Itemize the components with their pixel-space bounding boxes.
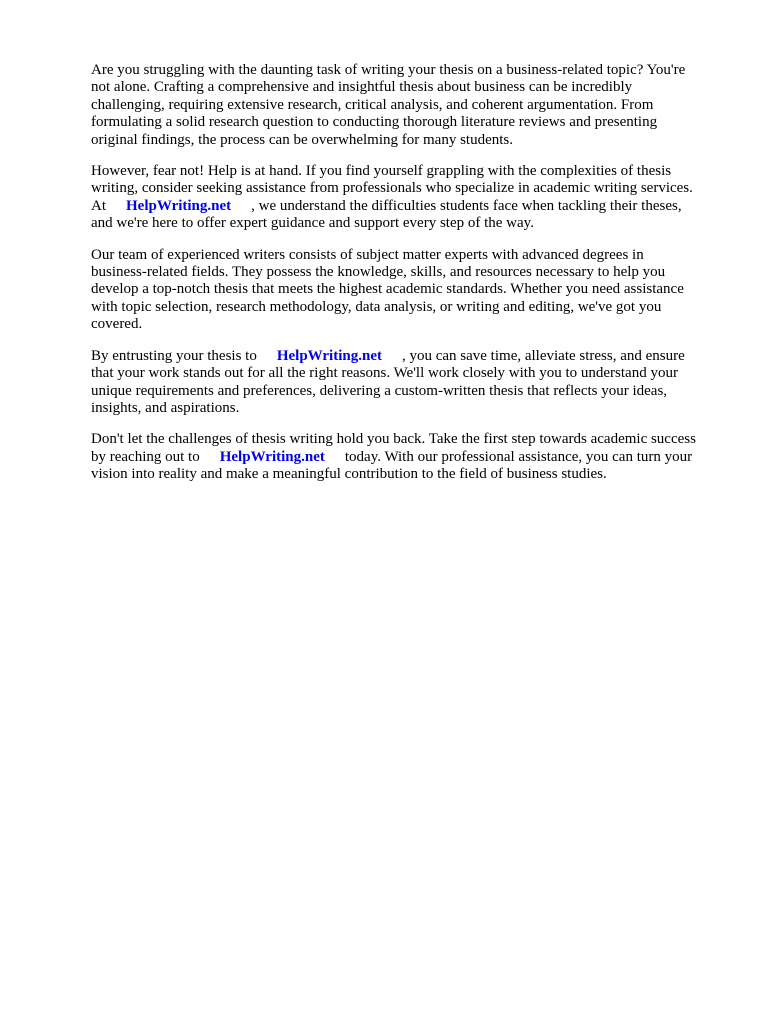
text-fragment: today. With our professional assistance, you can turn your — [344, 448, 693, 465]
helpwriting-link[interactable]: HelpWriting.net — [276, 347, 382, 364]
text-line-with-link — [91, 198, 731, 215]
text-line: However, fear not! Help is at hand. If you find yourself grappling with the complexities of thesis — [91, 163, 672, 180]
text-line: covered. — [91, 316, 143, 333]
text-line: Our team of experienced writers consists of subject matter experts with advanced degrees in — [91, 246, 644, 263]
text-line: insights, and aspirations. — [91, 399, 240, 416]
text-fragment: , you can save time, alleviate stress, and ensure — [401, 347, 685, 364]
text-line: develop a top-notch thesis that meets the highest academic standards. Whether you need assistance — [91, 281, 684, 298]
text-line-with-link — [91, 348, 731, 365]
paragraph-help — [91, 163, 731, 233]
paragraph-closing — [91, 431, 731, 483]
text-line: original findings, the process can be overwhelming for many students. — [91, 131, 513, 148]
text-fragment: By entrusting your thesis to — [91, 347, 257, 364]
paragraph-team — [91, 247, 731, 334]
text-line-with-link — [91, 449, 731, 466]
text-line: with topic selection, research methodology, data analysis, or writing and editing, we've got you — [91, 298, 662, 315]
text-fragment: At — [91, 197, 106, 214]
text-line: unique requirements and preferences, delivering a custom-written thesis that reflects your ideas, — [91, 382, 668, 399]
text-line: challenging, requiring extensive research, critical analysis, and coherent argumentation. From — [91, 96, 654, 113]
text-line: Are you struggling with the daunting task of writing your thesis on a business-related topic? You're — [91, 62, 686, 78]
text-line: not alone. Crafting a comprehensive and insightful thesis about business can be incredibly — [91, 79, 633, 96]
text-line: writing, consider seeking assistance from professionals who specialize in academic writing services. — [91, 180, 693, 197]
text-line: business-related fields. They possess the knowledge, skills, and resources necessary to help you — [91, 264, 666, 281]
text-fragment: , we understand the difficulties students face when tackling their theses, — [251, 197, 682, 214]
text-line: that your work stands out for all the right reasons. We'll work closely with you to understand your — [91, 365, 678, 382]
text-line: Don't let the challenges of thesis writing hold you back. Take the first step towards academic success — [91, 431, 696, 448]
text-fragment: by reaching out to — [91, 448, 200, 465]
document-body — [91, 62, 731, 498]
paragraph-intro — [91, 62, 731, 149]
text-line: and we're here to offer expert guidance and support every step of the way. — [91, 215, 534, 232]
paragraph-entrust — [91, 348, 731, 418]
text-line: vision into reality and make a meaningful contribution to the field of business studies. — [91, 466, 607, 483]
text-line: formulating a solid research question to conducting thorough literature reviews and presenting — [91, 114, 658, 131]
helpwriting-link[interactable]: HelpWriting.net — [126, 197, 232, 214]
helpwriting-link[interactable]: HelpWriting.net — [219, 448, 325, 465]
